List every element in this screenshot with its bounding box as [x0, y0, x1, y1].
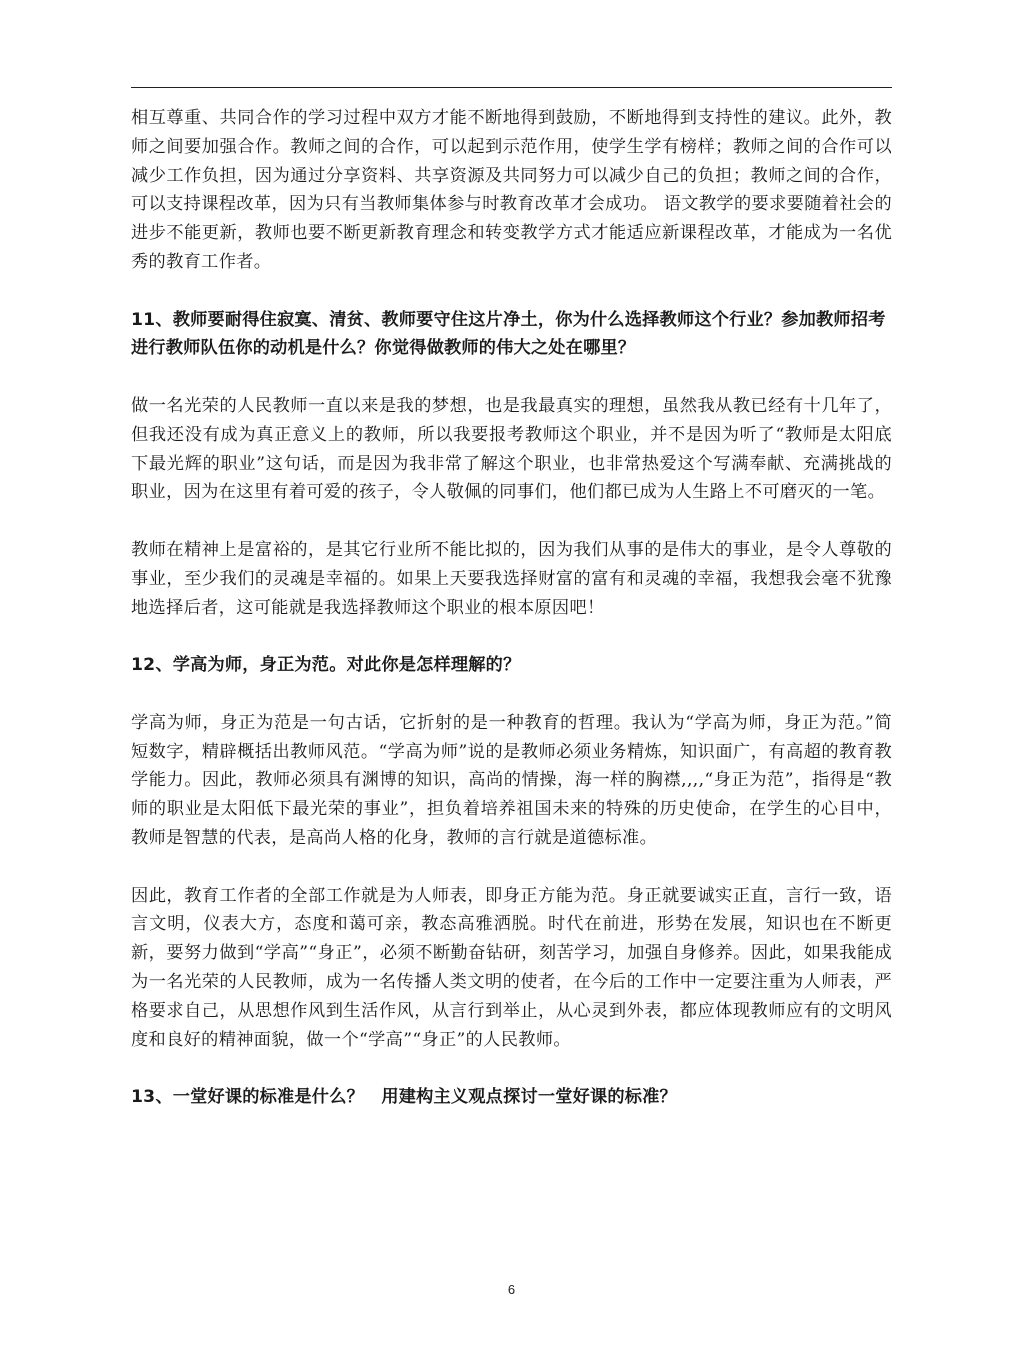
paragraph-xuegao-weishi: 学高为师，身正为范是一句古话，它折射的是一种教育的哲理。我认为“学高为师，身正为范。”简短数字，精辟概括出教师风范。“学高为师”说的是教师必须业务精炼，知识面广，有高超的教育教学能力。因此，教师必须具有渊博的知识，高尚的情操，海一样的胸襟,,,,“身正为范”，指得是“教师的职业是太阳低下最光荣的事业”，担负着培养祖国未来的特殊的历史使命，在学生的心目中，教师是智慧的代表，是高尚人格的化身，教师的言行就是道德标准。 — [131, 712, 892, 848]
page-number: 6 — [507, 1282, 516, 1297]
paragraph-collaboration: 相互尊重、共同合作的学习过程中双方才能不断地得到鼓励，不断地得到支持性的建议。此外，教师之间要加强合作。教师之间的合作，可以起到示范作用，使学生学有榜样；教师之间的合作可以减少工作负担，因为通过分享资料、共享资源及共同努力可以减少自己的负担；教师之间的合作，可以支持课程改革，因为只有当教师集体参与时教育改革才会成功。 语文教学的要求要随着社会的进步不能更新，教师也要不断更新教育理念和转变教学方式才能适应新课程改革，才能成为一名优秀的教育工作者。 — [131, 108, 892, 272]
document-body — [131, 104, 892, 1112]
paragraph-teacher-dream: 做一名光荣的人民教师一直以来是我的梦想，也是我最真实的理想，虽然我从教已经有十几年了，但我还没有成为真正意义上的教师，所以我要报考教师这个职业，并不是因为听了“教师是太阳底下最光辉的职业”这句话，而是因为我非常了解这个职业，也非常热爱这个写满奉献、充满挑战的职业，因为在这里有着可爱的孩子，令人敬佩的同事们，他们都已成为人生路上不可磨灭的一笔。 — [131, 395, 892, 503]
paragraph-role-model: 因此，教育工作者的全部工作就是为人师表，即身正方能为范。身正就要诚实正直，言行一致，语言文明，仪表大方，态度和蔼可亲，教态高雅洒脱。时代在前进，形势在发展，知识也在不断更新，要努力做到“学高”“身正”，必须不断勤奋钻研，刻苦学习，加强自身修养。因此，如果我能成为一名光荣的人民教师，成为一名传播人类文明的使者，在今后的工作中一定要注重为人师表，严格要求自己，从思想作风到生活作风，从言行到举止，从心灵到外表，都应体现教师应有的文明风度和良好的精神面貌，做一个“学高”“身正”的人民教师。 — [131, 885, 892, 1050]
question-heading-11: 11、教师要耐得住寂寞、清贫、教师要守住这片净土，你为什么选择教师这个行业？参加教师招考进行教师队伍你的动机是什么？你觉得做教师的伟大之处在哪里？ — [131, 309, 886, 359]
question-heading-12: 12、学高为师，身正为范。对此你是怎样理解的？ — [131, 655, 521, 676]
header-divider — [131, 87, 892, 88]
paragraph-spiritual-wealth: 教师在精神上是富裕的，是其它行业所不能比拟的，因为我们从事的是伟大的事业，是令人尊敬的事业，至少我们的灵魂是幸福的。如果上天要我选择财富的富有和灵魂的幸福，我想我会毫不犹豫地选择后者，这可能就是我选择教师这个职业的根本原因吧！ — [131, 539, 892, 618]
question-heading-13: 13、一堂好课的标准是什么？ 用建构主义观点探讨一堂好课的标准？ — [131, 1087, 677, 1108]
